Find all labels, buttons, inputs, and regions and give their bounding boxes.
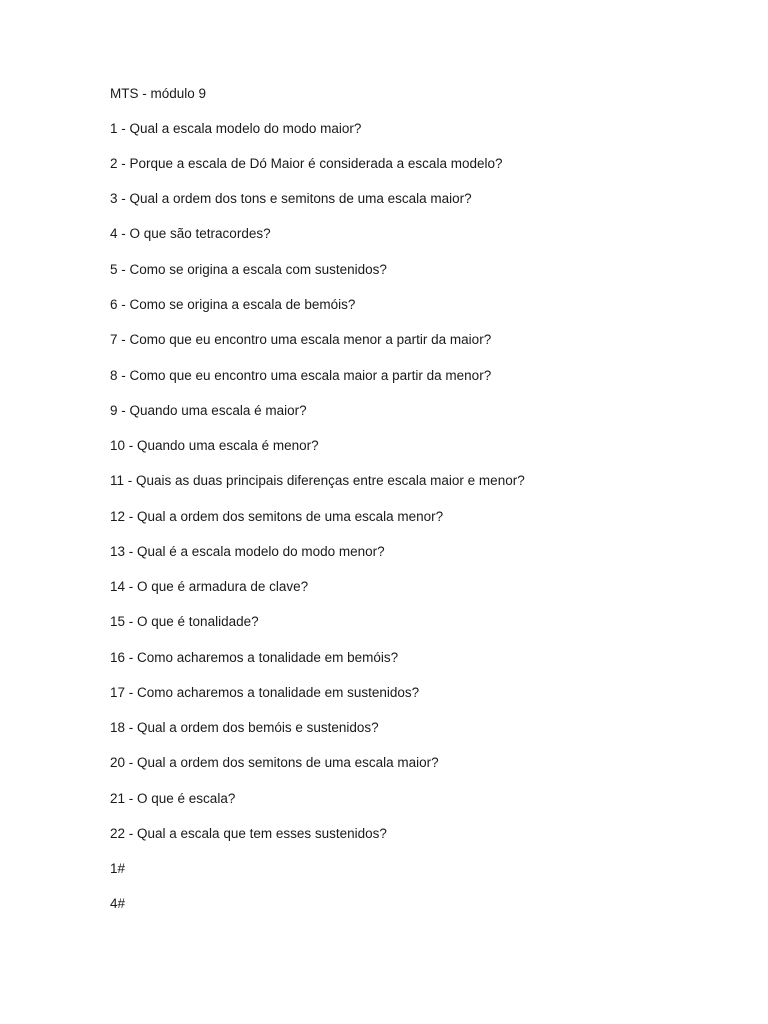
question-line: 11 - Quais as duas principais diferenças entre escala maior e menor? (110, 473, 525, 488)
question-line: 12 - Qual a ordem dos semitons de uma escala menor? (110, 509, 444, 524)
question-line: 7 - Como que eu encontro uma escala menor a partir da maior? (110, 332, 492, 347)
question-line: 6 - Como se origina a escala de bemóis? (110, 297, 356, 312)
question-line: 2 - Porque a escala de Dó Maior é considerada a escala modelo? (110, 156, 503, 171)
document-title: MTS - módulo 9 (110, 86, 207, 101)
question-line: 21 - O que é escala? (110, 791, 236, 806)
question-line: 10 - Quando uma escala é menor? (110, 438, 319, 453)
question-line: 4 - O que são tetracordes? (110, 226, 271, 241)
question-line: 8 - Como que eu encontro uma escala maior a partir da menor? (110, 368, 492, 383)
question-line: 3 - Qual a ordem dos tons e semitons de uma escala maior? (110, 191, 472, 206)
question-line: 17 - Como acharemos a tonalidade em sustenidos? (110, 685, 420, 700)
question-line: 20 - Qual a ordem dos semitons de uma escala maior? (110, 755, 439, 770)
question-line: 22 - Qual a escala que tem esses sustenidos? (110, 826, 387, 841)
sharp-count-line: 1# (110, 861, 126, 876)
question-line: 13 - Qual é a escala modelo do modo menor? (110, 544, 385, 559)
question-line: 14 - O que é armadura de clave? (110, 579, 309, 594)
question-line: 1 - Qual a escala modelo do modo maior? (110, 121, 362, 136)
question-line: 15 - O que é tonalidade? (110, 614, 259, 629)
question-line: 16 - Como acharemos a tonalidade em bemóis? (110, 650, 399, 665)
sharp-count-line: 4# (110, 896, 126, 911)
question-line: 18 - Qual a ordem dos bemóis e sustenidos? (110, 720, 379, 735)
question-line: 9 - Quando uma escala é maior? (110, 403, 307, 418)
question-line: 5 - Como se origina a escala com sustenidos? (110, 262, 387, 277)
